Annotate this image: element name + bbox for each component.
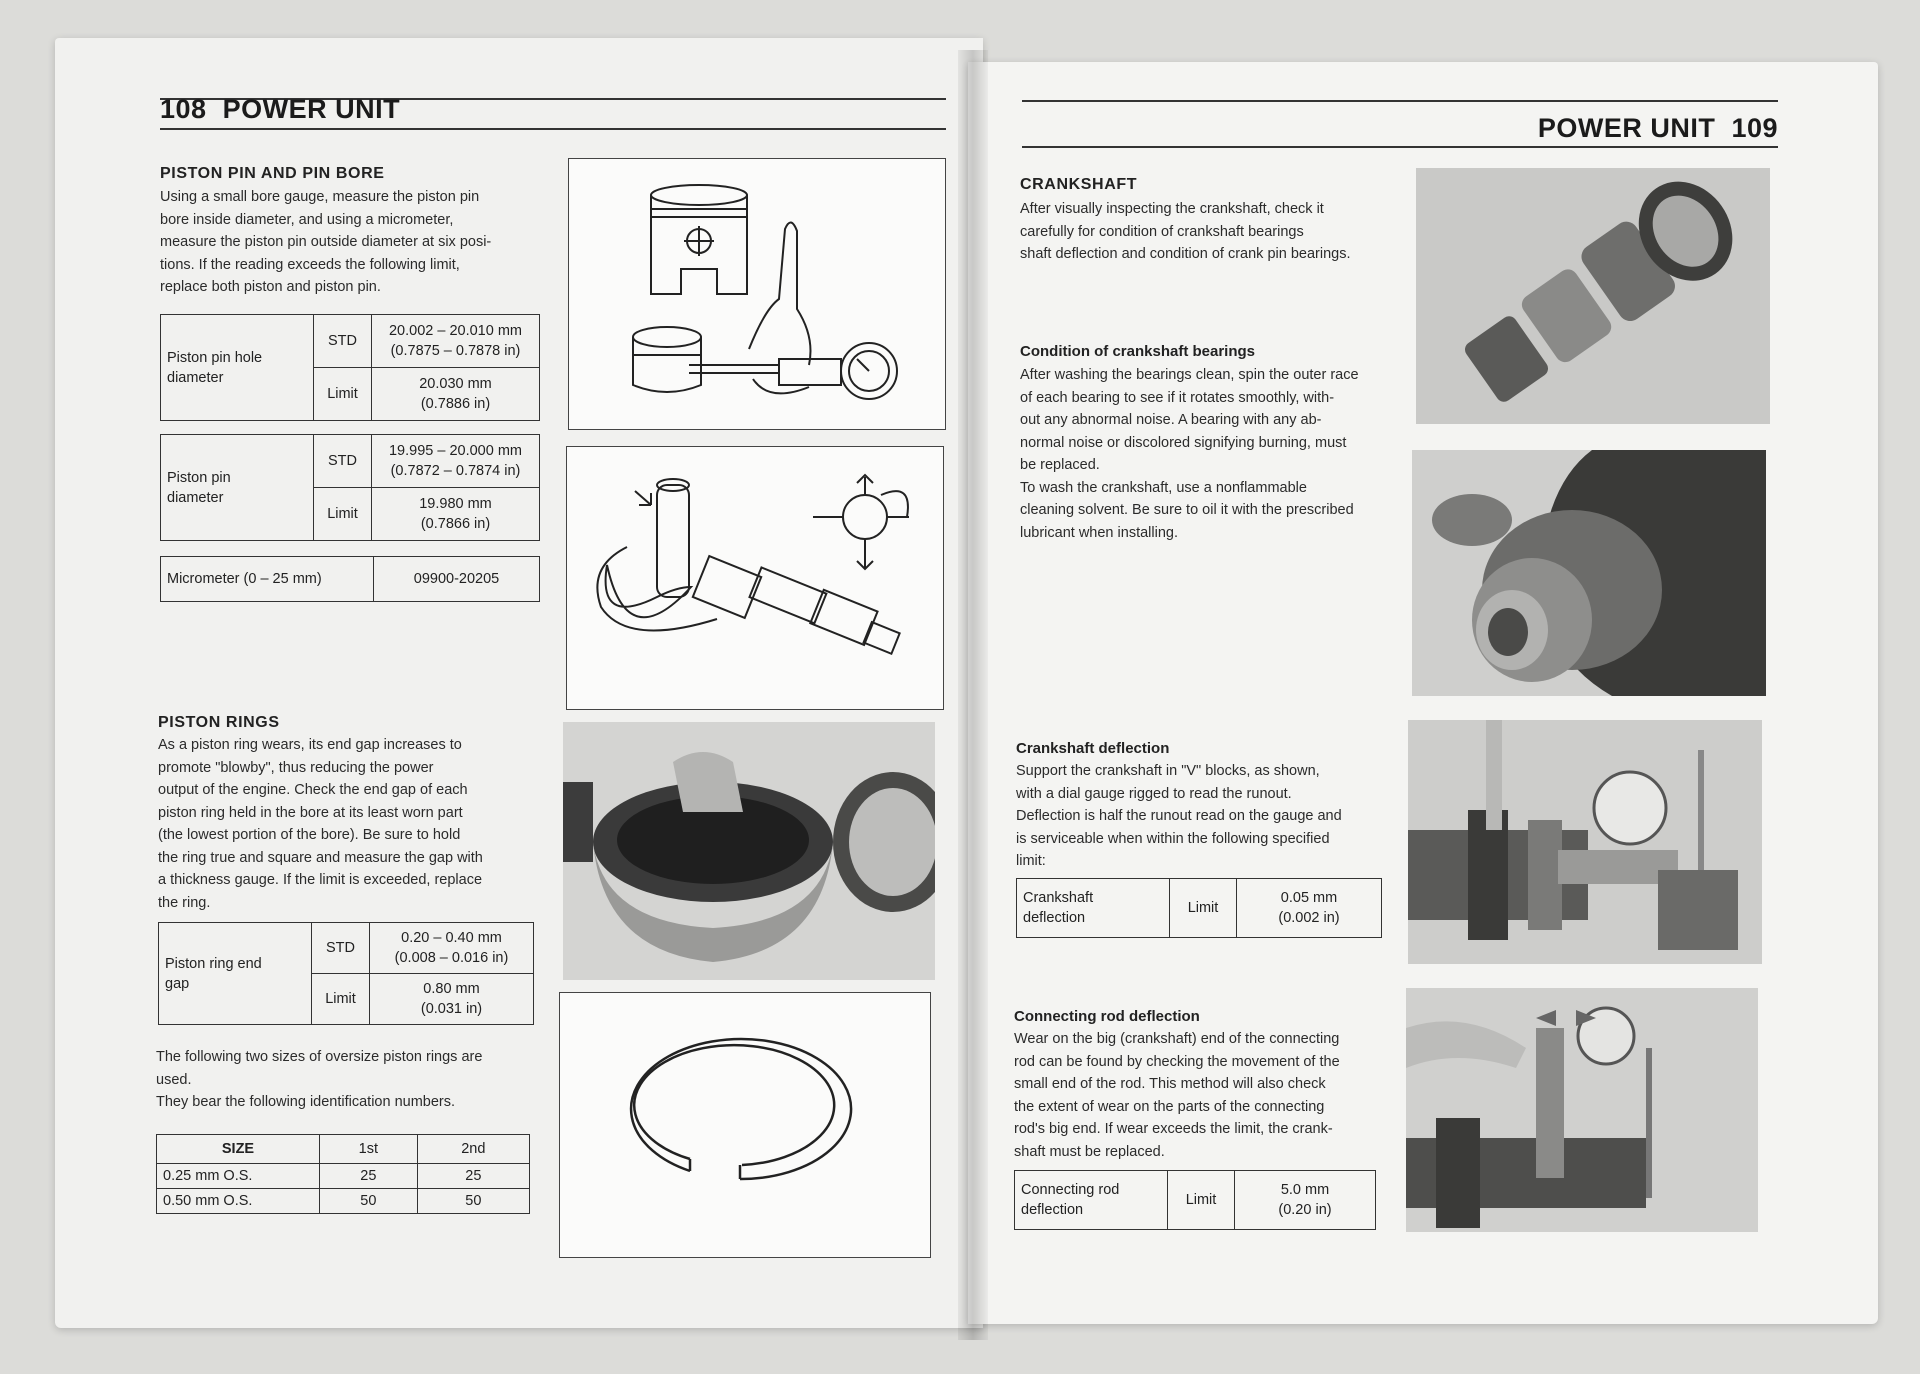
subtitle-crankshaft-deflection: Crankshaft deflection [1016,740,1170,757]
text-line: normal noise or discolored signifying burning, must [1020,434,1347,451]
connecting-rod-photo [1406,988,1758,1232]
figure-bore-gauge [568,158,946,430]
left-page-header [160,94,400,125]
text-line: shaft must be replaced. [1014,1143,1165,1160]
photo-ring-in-bore [563,722,935,980]
text-line: the extent of wear on the parts of the connecting [1014,1098,1325,1115]
header-rule-bottom [160,128,946,130]
right-page-header [1538,113,1778,144]
deflection-paragraph [1016,760,1382,873]
text-line: Deflection is half the runout read on the gauge and [1016,808,1342,824]
text-line: the ring true and square and measure the gap with [158,849,483,866]
figure-piston-ring [559,992,931,1258]
connecting-rod-paragraph [1014,1028,1380,1163]
text-line: output of the engine. Check the end gap of each [158,782,468,798]
text-line: out any abnormal noise. A bearing with any ab- [1020,412,1322,428]
subtitle-connecting-rod: Connecting rod deflection [1014,1008,1200,1025]
text-line: (the lowest portion of the bore). Be sure to hold [158,827,461,843]
section-title-piston-rings: PISTON RINGS [158,714,280,731]
text-line: lubricant when installing. [1020,524,1178,541]
text-line: Support the crankshaft in "V" blocks, as shown, [1016,763,1320,779]
text-line: a thickness gauge. If the limit is exceeded, replace [158,872,483,888]
piston-ring-gap-table: Piston ring end gap STD 0.20 – 0.40 mm (0.008 – 0.016 in) Limit 0.80 mm (0.031 in) [158,922,534,1025]
photo-connecting-rod-deflection [1406,988,1758,1232]
text-line: limit: [1016,853,1046,869]
subtitle-crankshaft-bearings: Condition of crankshaft bearings [1020,343,1256,360]
right-header-title: POWER UNIT [1537,113,1716,143]
header-rule-bottom [1022,146,1778,148]
text-line: replace both piston and piston pin. [160,279,381,295]
oversize-paragraph [156,1046,536,1114]
text-line: carefully for condition of crankshaft bearings [1020,223,1304,240]
ring-in-bore-photo [563,722,935,980]
text-line: As a piston ring wears, its end gap increases to [158,737,462,753]
text-line: shaft deflection and condition of crank pin bearings. [1020,246,1351,262]
photo-crankshaft-deflection [1408,720,1762,964]
text-line: used. [156,1071,192,1088]
crankshaft-paragraph [1020,198,1392,266]
text-line: To wash the crankshaft, use a nonflammable [1020,479,1307,496]
micrometer-tool-table: Micrometer (0 – 25 mm) 09900-20205 [160,556,540,602]
text-line: of each bearing to see if it rotates smoothly, with- [1020,389,1335,406]
text-line: the ring. [158,894,211,911]
text-line: with a dial gauge rigged to read the runout. [1016,785,1292,802]
crank-bearings-photo [1416,168,1770,424]
crankshaft-end-photo [1412,450,1766,696]
text-line: bore inside diameter, and using a micrometer, [160,211,454,228]
table-row: 0.50 mm O.S. 50 50 [157,1189,530,1214]
table-header: 2nd [417,1135,529,1164]
oversize-ring-table [156,1134,530,1214]
section-title-piston-pin: PISTON PIN AND PIN BORE [160,165,385,182]
text-line: Using a small bore gauge, measure the piston pin [160,189,480,205]
text-line: is serviceable when within the following specified [1016,830,1330,847]
text-line: tions. If the reading exceeds the following limit, [160,256,460,273]
micrometer-illustration [567,447,943,709]
text-line: Wear on the big (crankshaft) end of the connecting [1014,1031,1340,1047]
crankshaft-deflection-table: Crankshaft deflection Limit 0.05 mm (0.002 in) [1016,878,1382,938]
text-line: rod's big end. If wear exceeds the limit, the crank- [1014,1121,1333,1137]
text-line: They bear the following identification numbers. [156,1094,456,1110]
piston-pin-hole-table: Piston pin hole diameter STD 20.002 – 20.010 mm (0.7875 – 0.7878 in) Limit 20.030 mm (0.7886 in) [160,314,540,421]
text-line: The following two sizes of oversize piston rings are [156,1049,483,1065]
text-line: piston ring held in the bore at its least worn part [158,804,463,821]
piston-pin-diameter-table: Piston pin diameter STD 19.995 – 20.000 mm (0.7872 – 0.7874 in) Limit 19.980 mm (0.7866 in) [160,434,540,541]
text-line: promote "blowby", thus reducing the power [158,759,434,776]
text-line: be replaced. [1020,457,1100,473]
piston-ring-illustration [560,993,930,1257]
photo-crankshaft-bearings [1416,168,1770,424]
table-header: SIZE [157,1135,320,1164]
text-line: After visually inspecting the crankshaft, check it [1020,201,1324,217]
text-line: After washing the bearings clean, spin the outer race [1020,367,1359,383]
text-line: small end of the rod. This method will also check [1014,1076,1326,1092]
figure-micrometer [566,446,944,710]
section-title-crankshaft: CRANKSHAFT [1020,176,1138,193]
table-header: 1st [320,1135,418,1164]
bearings-paragraph [1020,364,1392,544]
table-row: 0.25 mm O.S. 25 25 [157,1164,530,1189]
deflection-dial-gauge-photo [1408,720,1762,964]
connecting-rod-table: Connecting rod deflection Limit 5.0 mm (0.20 in) [1014,1170,1376,1230]
header-rule-top [1022,100,1778,102]
text-line: measure the piston pin outside diameter at six posi- [160,234,492,250]
book-gutter [958,50,988,1340]
page-number-108: 108 [160,94,207,124]
piston-pin-paragraph [160,186,540,299]
left-header-title: POWER UNIT [222,94,401,124]
piston-rings-paragraph [158,734,536,914]
page-number-109: 109 [1731,113,1778,143]
text-line: cleaning solvent. Be sure to oil it with the prescribed [1020,502,1354,518]
text-line: rod can be found by checking the movement of the [1014,1053,1340,1070]
photo-crankshaft-end [1412,450,1766,696]
bore-gauge-illustration [569,159,945,429]
